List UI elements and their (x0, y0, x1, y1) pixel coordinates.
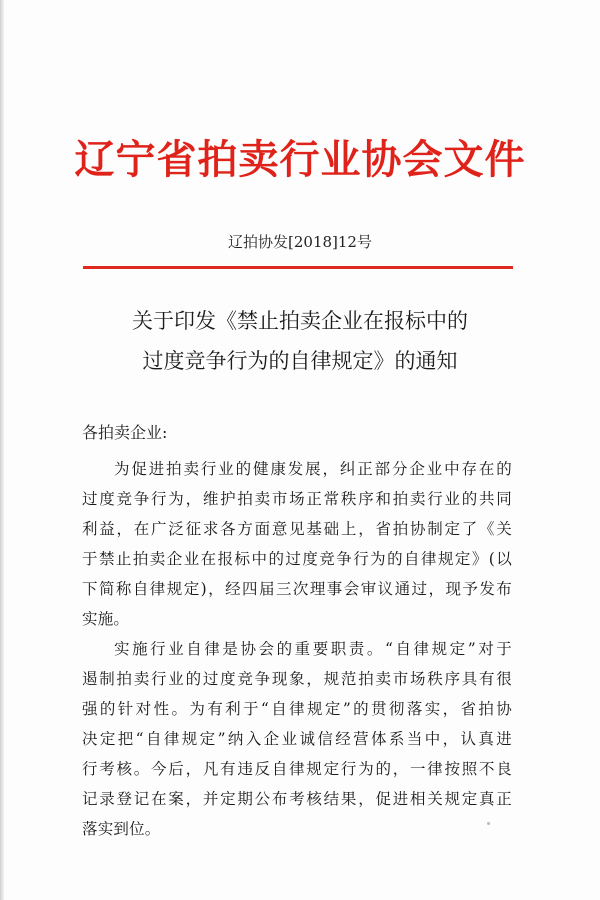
notice-title-line-1: 关于印发《禁止拍卖企业在报标中的 (132, 309, 468, 333)
paragraph-2-line: 遏制拍卖行业的过度竞争现象，规范拍卖市场秩序具有很 (82, 670, 512, 688)
salutation: 各拍卖企业: (82, 423, 168, 442)
paragraph-1-line: 利益，在广泛征求各方面意见基础上，省拍协制定了《关 (82, 520, 512, 538)
paragraph-1-line: 为促进拍卖行业的健康发展，纠正部分企业中存在的 (114, 460, 512, 478)
paragraph-2-line: 行考核。今后，凡有违反自律规定行为的，一律按照不良 (82, 760, 512, 778)
paragraph-2-line: 落实到位。 (82, 820, 161, 838)
paragraph-2-line: 实施行业自律是协会的重要职责。“自律规定”对于 (114, 640, 512, 658)
document-number: 辽拍协发[2018]12号 (228, 233, 372, 251)
document-header-title: 辽宁省拍卖行业协会文件 (74, 136, 526, 183)
red-divider-line (83, 266, 513, 269)
paragraph-2-line: 决定把“自律规定”纳入企业诚信经营体系当中，认真进 (82, 730, 512, 748)
paragraph-1-line: 实施。 (82, 610, 130, 628)
paragraph-2-line: 记录登记在案，并定期公布考核结果，促进相关规定真正 (82, 790, 512, 808)
paragraph-2-line: 强的针对性。为有利于“自律规定”的贯彻落实，省拍协 (82, 700, 512, 718)
notice-title-line-2: 过度竞争行为的自律规定》的通知 (142, 349, 458, 373)
scan-speck (487, 822, 490, 825)
paragraph-1-line: 于禁止拍卖企业在报标中的过度竞争行为的自律规定》(以 (82, 550, 512, 568)
paragraph-1-line: 下简称自律规定)，经四届三次理事会审议通过，现予发布 (82, 580, 512, 598)
paragraph-1-line: 过度竞争行为，维护拍卖市场正常秩序和拍卖行业的共同 (82, 490, 512, 508)
